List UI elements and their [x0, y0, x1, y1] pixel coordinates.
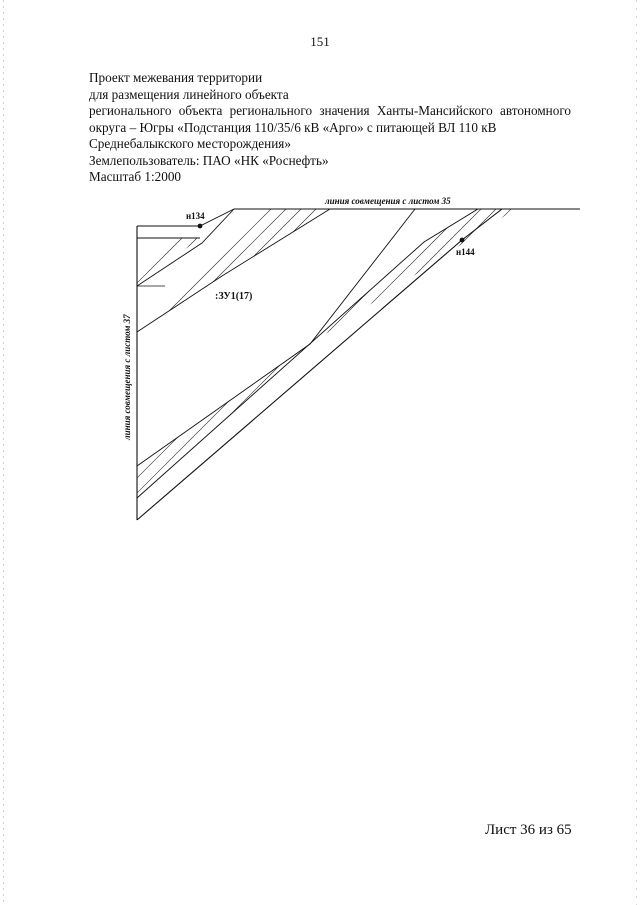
- plan-outlines: [137, 209, 580, 520]
- header-line-7: Масштаб 1:2000: [89, 169, 182, 184]
- sheet-counter: Лист 36 из 65: [485, 822, 572, 838]
- header-line-5: Среднебалыкского месторождения»: [89, 136, 291, 151]
- boundary-upper-outer: [137, 209, 330, 332]
- label-n134: н134: [186, 211, 205, 221]
- survey-point-n134: [198, 224, 203, 229]
- hatch-upper-band: [60, 140, 550, 420]
- label-left-match-line: линия совмещения с листом 37: [122, 314, 132, 440]
- header-line-3: регионального объекта регионального значения Ханты-Мансийского автономного: [89, 103, 571, 118]
- header-line-1: Проект межевания территории: [89, 70, 263, 85]
- hatch-main-band: [0, 120, 640, 540]
- boundary-n144: [137, 209, 580, 520]
- label-parcel: :ЗУ1(17): [215, 291, 253, 302]
- label-top-match-line: линия совмещения с листом 35: [325, 196, 451, 206]
- boundary-main-inner: [137, 209, 415, 466]
- label-n144: н144: [456, 247, 475, 257]
- survey-point-n144: [460, 238, 465, 243]
- header-line-4: округа – Югры «Подстанция 110/35/6 кВ «Арго» с питающей ВЛ 110 кВ: [89, 119, 497, 135]
- header-line-2: для размещения линейного объекта: [89, 86, 289, 102]
- page-number: 151: [310, 34, 330, 49]
- hatch-left-strip: [100, 220, 260, 320]
- header-line-6: Землепользователь: ПАО «НК «Роснефть»: [89, 152, 329, 168]
